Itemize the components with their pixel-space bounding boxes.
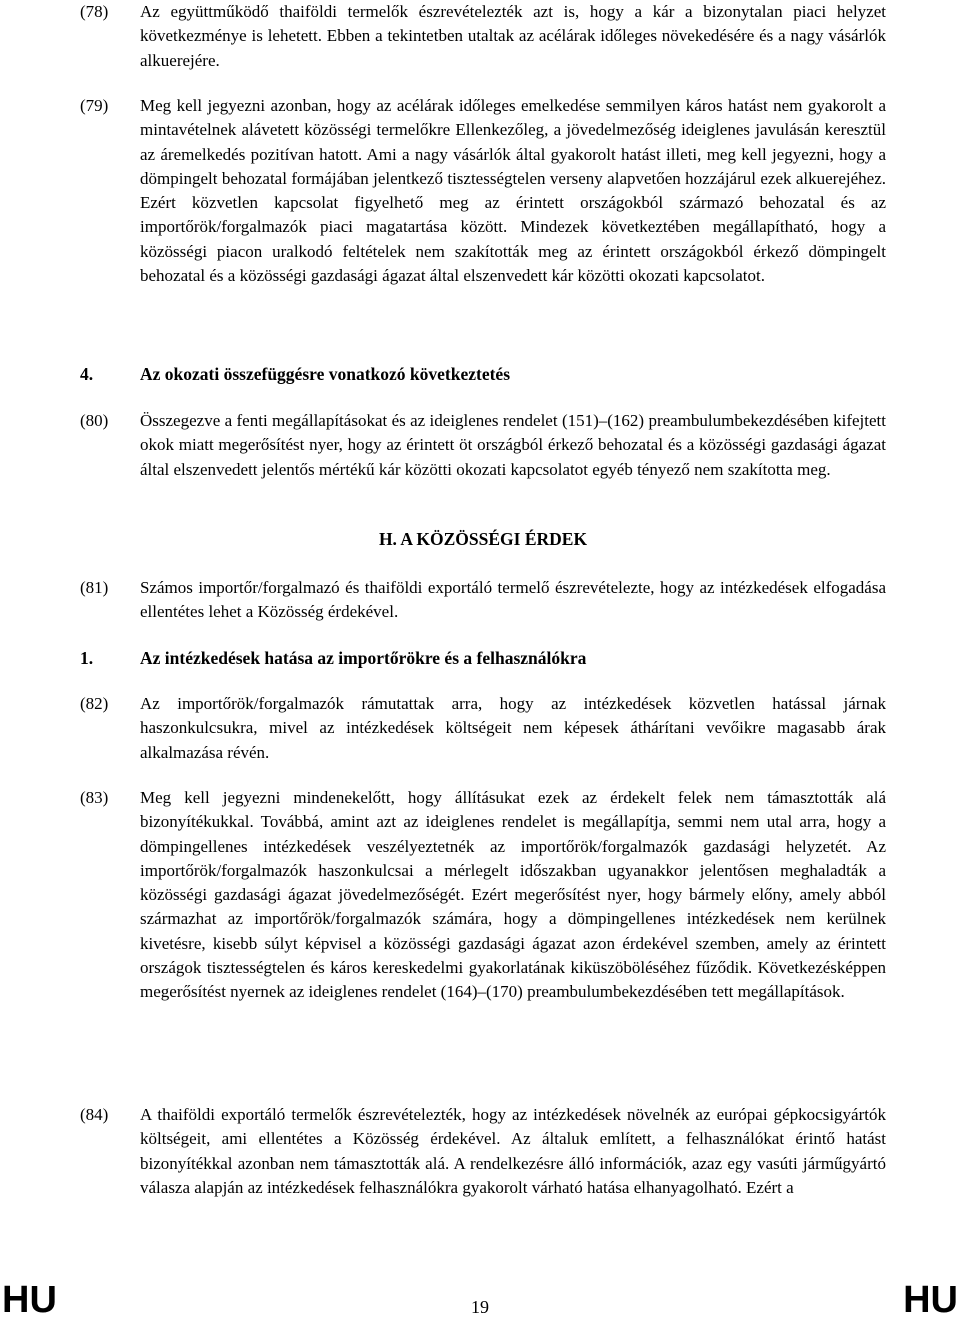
paragraph-81	[80, 576, 886, 625]
paragraph-79	[80, 94, 886, 288]
page-number: 19	[471, 1297, 489, 1317]
heading-text: Az okozati összefüggésre vonatkozó következtetés	[140, 364, 511, 384]
paragraph-text: Meg kell jegyezni azonban, hogy az acélárak időleges emelkedése semmilyen káros hatást nem gyakorolt a mintavételnek alávetett közösségi termelőkre Ellenkezőleg, a jövedelmezőség ideiglenes javulásán keresztül az áremelkedés pozitívan hatott. Ami a nagy vásárlók által gyakorolt hatást illeti, meg kell jegyezni, hogy a dömpingelt behozatal formájában jelentkező tisztességtelen verseny alapvetően hozzájárul ezek alkuerejéhez. Ezért közvetlen kapcsolat figyelhető meg az érintett országokból származó behozatal és az importőrök/forgalmazók piaci magatartása között. Mindezek következtében megállapítható, hogy a közösségi piacon uralkodó feltételek nem szakították meg az érintett országokból érkező dömpingelt behozatal és a közösségi gazdasági ágazat által elszenvedett kár közötti okozati kapcsolatot.	[140, 96, 886, 286]
heading-causation-conclusion	[80, 362, 886, 386]
paragraph-number: (78)	[80, 2, 109, 21]
paragraph-82	[80, 692, 886, 765]
footer-language-code-right: HU	[903, 1279, 958, 1321]
paragraph-84	[80, 1103, 886, 1200]
heading-number: 4.	[80, 364, 94, 384]
heading-impact-on-importers	[80, 646, 886, 670]
paragraph-number: (80)	[80, 411, 109, 430]
heading-number: 1.	[80, 648, 94, 668]
paragraph-text: Számos importőr/forgalmazó és thaiföldi exportáló termelő észrevételezte, hogy az intézkedések elfogadása ellentétes lehet a Közösség érdekével.	[140, 578, 886, 622]
paragraph-number: (81)	[80, 578, 109, 597]
paragraph-text: Összegezve a fenti megállapításokat és az ideiglenes rendelet (151)–(162) preambulumbekezdésében kifejtett okok miatt megerősítést nyer, hogy az érintett öt országból érkező behozatal és a közösségi gazdasági ágazat által elszenvedett jelentős mértékű kár közötti okozati kapcsolatot egyéb tényező nem szakította meg.	[140, 411, 886, 479]
paragraph-text: Az importőrök/forgalmazók rámutattak arra, hogy az intézkedések közvetlen hatással járnak haszonkulcsukra, mivel az intézkedések költségeit nem képesek áthárítani vevőikre magasabb árak alkalmazása révén.	[140, 694, 886, 762]
paragraph-number: (82)	[80, 694, 109, 713]
section-title-community-interest: H. A KÖZÖSSÉGI ÉRDEK	[378, 529, 588, 549]
paragraph-text: A thaiföldi exportáló termelők észrevételezték, hogy az intézkedések növelnék az európai gépkocsigyártók költségeit, ami ellentétes a Közösség érdekével. Az általuk említett, a felhasználókat érintő hatást bizonyítékkal azonban nem támasztották alá. A rendelkezésre álló információk, azaz egy vasúti járműgyártó válasza alapján az intézkedések felhasználókra gyakorolt várható hatása elhanyagolható. Ezért a	[140, 1105, 886, 1197]
paragraph-78	[80, 0, 886, 73]
paragraph-number: (84)	[80, 1105, 109, 1124]
heading-text: Az intézkedések hatása az importőrökre és a felhasználókra	[140, 648, 587, 668]
paragraph-80	[80, 409, 886, 482]
paragraph-number: (79)	[80, 96, 109, 115]
paragraph-text: Az együttműködő thaiföldi termelők észrevételezték azt is, hogy a kár a bizonytalan piaci helyzet következménye is lehetett. Ebben a tekintetben utaltak az acélárak időleges növekedésére és a nagy vásárlók alkuerejére.	[140, 2, 886, 70]
paragraph-number: (83)	[80, 788, 109, 807]
footer-language-code-left: HU	[2, 1279, 57, 1321]
paragraph-text: Meg kell jegyezni mindenekelőtt, hogy állításukat ezek az érdekelt felek nem támasztották alá bizonyítékukkal. Továbbá, amint azt az ideiglenes rendelet is megállapítja, semmi nem utal arra, hogy a dömpingellenes intézkedések veszélyeztetnék az importőrök/forgalmazók gazdasági helyzetét. Az importőrök/forgalmazók haszonkulcsai a mérlegelt időszakban ugyanakkor jelentősen meghaladták a közösségi gazdasági ágazat jövedelmezőségét. Ezért megerősítést nyer, hogy bármely előny, amely abból származhat az importőrök/forgalmazók számára, hogy a dömpingellenes intézkedések nem kerülnek kivetésre, kisebb súlyt képvisel a közösségi gazdasági ágazat azon érdekével szemben, amely az érintett országok tisztességtelen és káros kereskedelmi gyakorlatának kiküszöböléséhez fűződik. Következésképpen megerősítést nyernek az ideiglenes rendelet (164)–(170) preambulumbekezdésében tett megállapítások.	[140, 788, 886, 1002]
paragraph-83	[80, 786, 886, 1005]
